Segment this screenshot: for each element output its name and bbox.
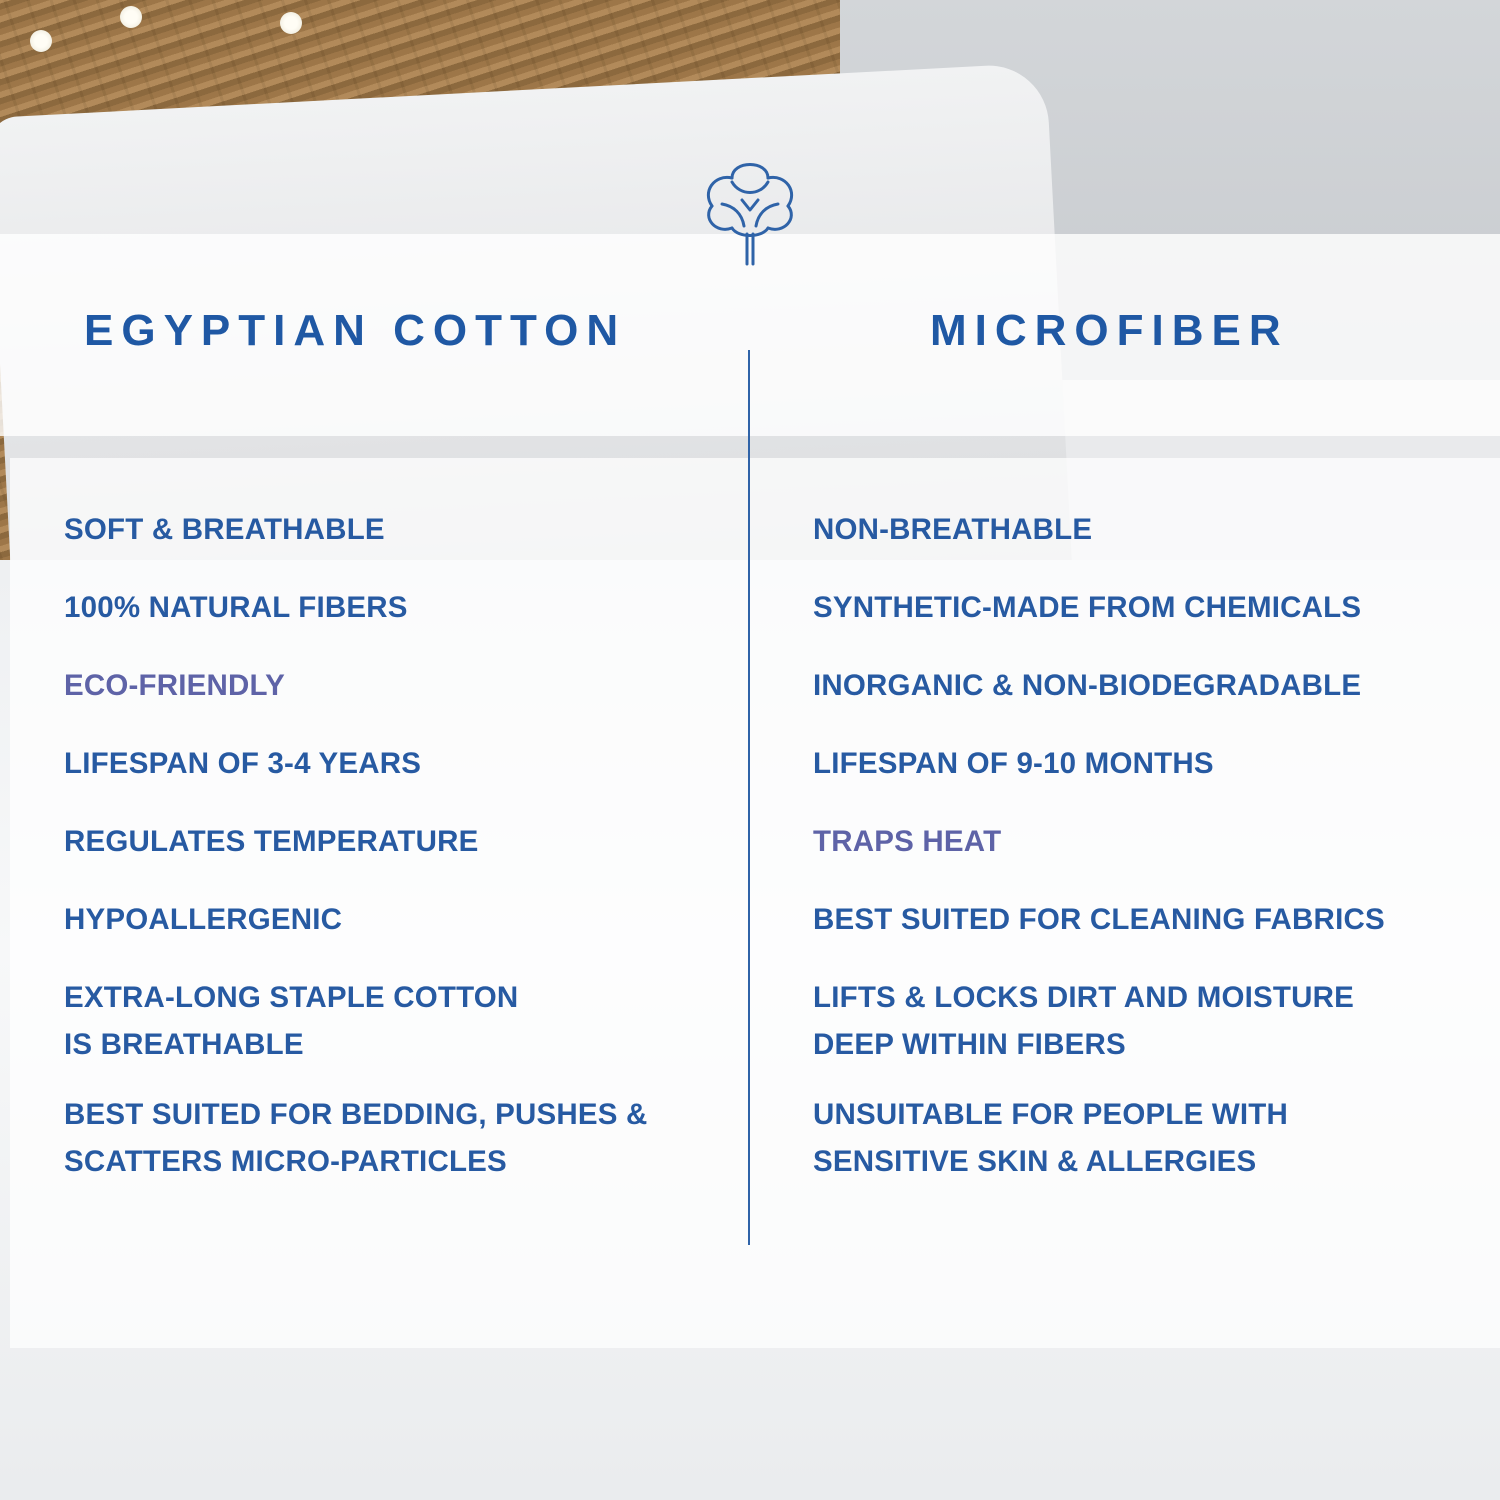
list-item: TRAPS HEAT [813,825,1002,858]
cotton-flower [120,6,142,28]
spacer [813,553,1493,584]
list-item: HYPOALLERGENIC [64,903,343,936]
microfiber-list [813,506,1493,1185]
spacer [813,865,1493,896]
list-item: LIFESPAN OF 3-4 YEARS [64,747,422,780]
spacer [64,709,734,740]
list-item: LIFESPAN OF 9-10 MONTHS [813,747,1214,780]
cotton-boll-icon [692,148,808,266]
list-item: SOFT & BREATHABLE [64,513,385,546]
egyptian-cotton-list [64,506,734,1185]
list-item: NON-BREATHABLE [813,513,1093,546]
egyptian-cotton-heading: EGYPTIAN COTTON [84,306,627,355]
spacer [64,787,734,818]
list-item: UNSUITABLE FOR PEOPLE WITH SENSITIVE SKIN & ALLERGIES [813,1098,1289,1178]
spacer [813,1068,1493,1091]
spacer [64,865,734,896]
spacer [813,943,1493,974]
cotton-flower [30,30,52,52]
list-item: LIFTS & LOCKS DIRT AND MOISTURE DEEP WITHIN FIBERS [813,981,1355,1061]
spacer [64,943,734,974]
list-item: REGULATES TEMPERATURE [64,825,479,858]
microfiber-heading: MICROFIBER [930,306,1289,355]
list-item: EXTRA-LONG STAPLE COTTON IS BREATHABLE [64,981,519,1061]
list-item: INORGANIC & NON-BIODEGRADABLE [813,669,1362,702]
list-item: SYNTHETIC-MADE FROM CHEMICALS [813,591,1362,624]
column-divider [748,350,750,1245]
cotton-flower [280,12,302,34]
list-item: BEST SUITED FOR CLEANING FABRICS [813,903,1385,936]
spacer [813,709,1493,740]
spacer [64,631,734,662]
list-item: 100% NATURAL FIBERS [64,591,408,624]
spacer [64,553,734,584]
spacer [64,1068,734,1091]
spacer [813,631,1493,662]
spacer [813,787,1493,818]
list-item: ECO-FRIENDLY [64,669,285,702]
list-item: BEST SUITED FOR BEDDING, PUSHES & SCATTERS MICRO-PARTICLES [64,1098,648,1178]
